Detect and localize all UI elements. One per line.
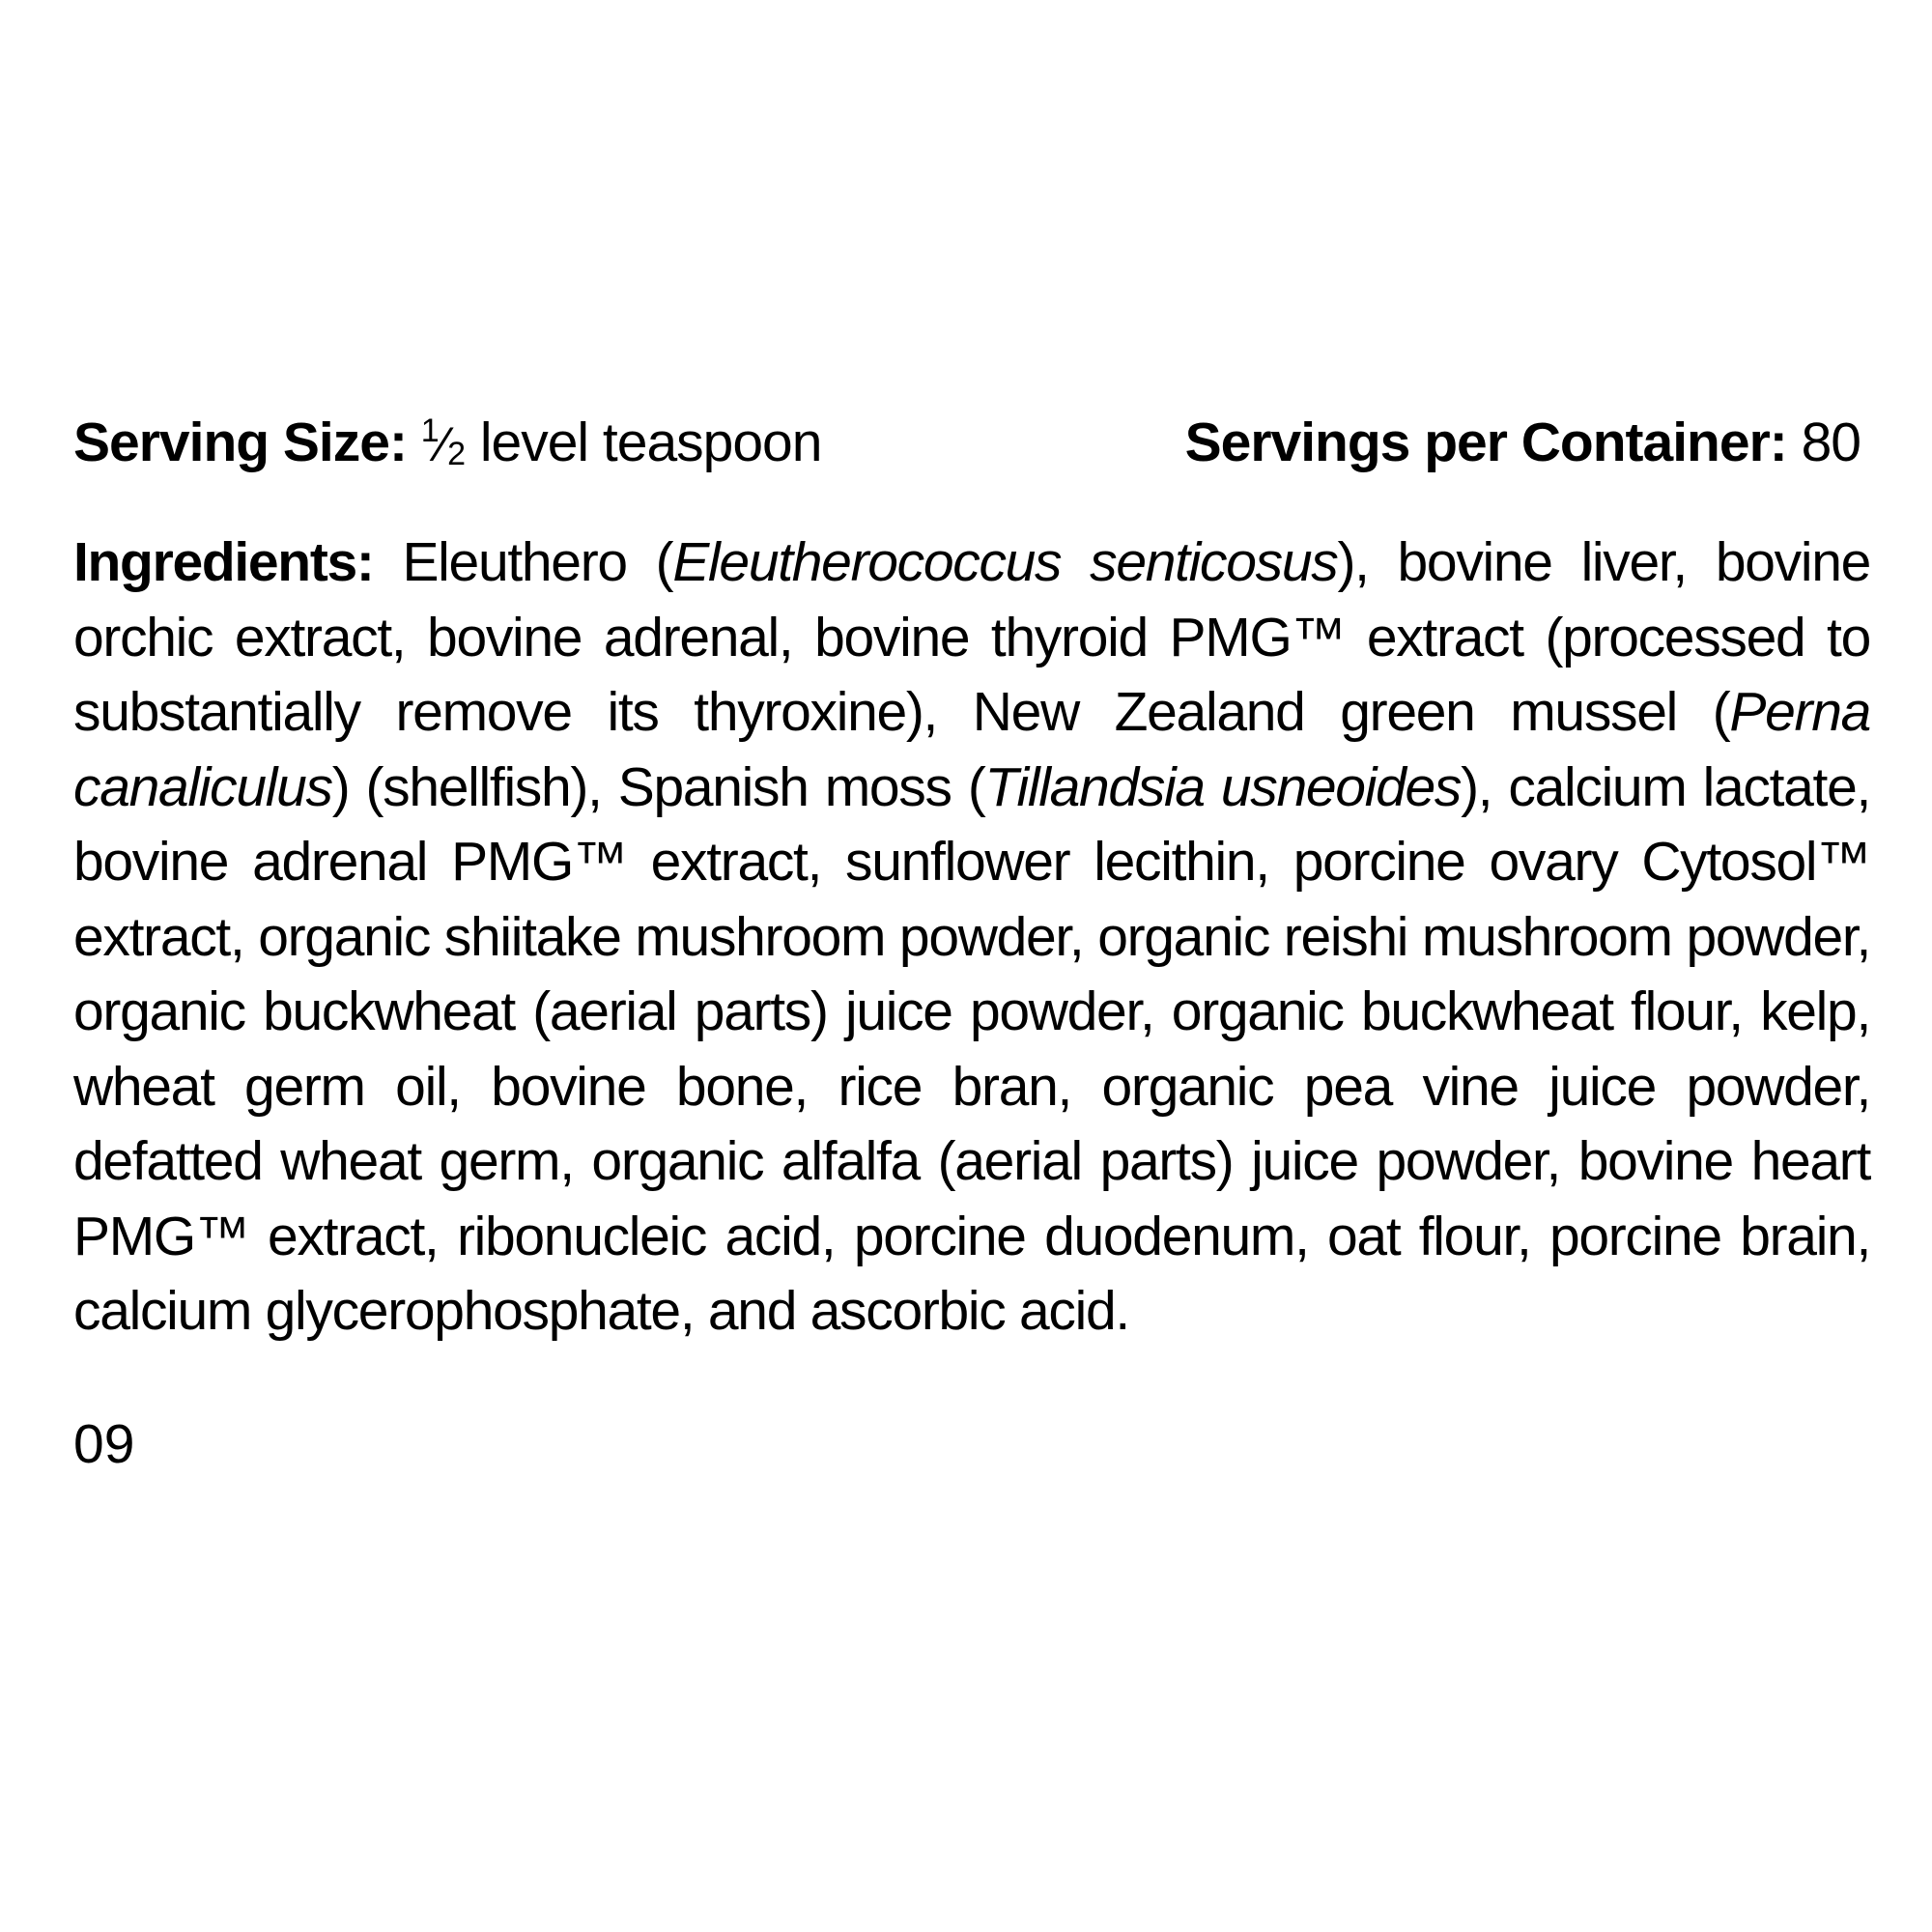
ingredients-text: ), bovine liver, bovine orchic extract, bovine adrenal, bovine thyroid PMG™ extract (processed to substantially remove its thyroxine), New Zealand green mussel ( <box>73 531 1871 743</box>
supplement-label-panel <box>73 404 1870 1483</box>
fraction-numerator: 1 <box>420 412 440 449</box>
serving-size-value: level teaspoon <box>466 412 822 473</box>
ingredients-paragraph <box>73 526 1870 1350</box>
ingredients-text: ), calcium lactate, bovine adrenal PMG™ extract, sunflower lecithin, porcine ovary Cytosol™ extract, organic shiitake mushroom powder, organic reishi mushroom powder, organic buckwheat (aerial parts) juice powder, organic buckwheat flour, kelp, wheat germ oil, bovine bone, rice bran, organic pea vine juice powder, defatted wheat germ, organic alfalfa (aerial parts) juice powder, bovine heart PMG™ extract, ribonucleic acid, porcine duodenum, oat flour, porcine brain, calcium glycerophosphate, and ascorbic acid. <box>73 755 1871 1342</box>
ingredient-latin-name: Eleutherococcus senticosus <box>672 531 1338 593</box>
ingredient-latin-name: Perna canaliculus <box>73 681 1870 818</box>
serving-size-label: Serving Size: <box>73 412 407 473</box>
serving-size-fraction <box>421 406 466 483</box>
fraction-denominator: 2 <box>447 436 466 472</box>
serving-info-row <box>73 404 1870 481</box>
ingredients-text: ) (shellfish), Spanish moss ( <box>331 755 985 818</box>
ingredients-label: Ingredients: <box>73 531 374 593</box>
fraction-slash: ⁄ <box>439 417 448 471</box>
lot-code: 09 <box>73 1412 135 1475</box>
ingredient-latin-name: Tillandsia usneoides <box>984 755 1462 818</box>
servings-per-container <box>1185 404 1861 481</box>
serving-size <box>73 404 821 483</box>
servings-per-container-value: 80 <box>1786 412 1861 473</box>
servings-per-container-label: Servings per Container: <box>1184 412 1787 473</box>
ingredients-text: Eleuthero ( <box>373 531 673 593</box>
